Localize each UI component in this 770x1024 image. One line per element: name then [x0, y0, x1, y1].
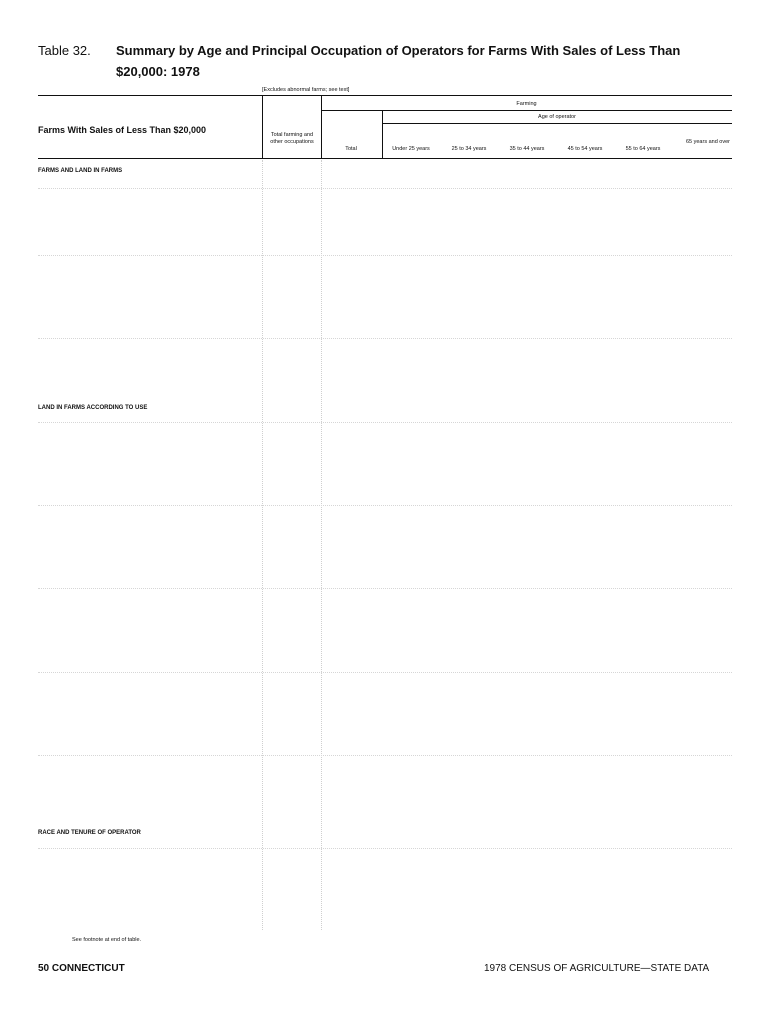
stub-heading: Farms With Sales of Less Than $20,000	[38, 125, 206, 135]
col-total-occupations: Total farming and other occupations	[270, 132, 314, 145]
section-farms-and-land: FARMS AND LAND IN FARMS	[38, 168, 123, 174]
group-heading: Farming	[516, 101, 537, 107]
section-land-use: LAND IN FARMS ACCORDING TO USE	[38, 405, 148, 411]
footnote: See footnote at end of table.	[72, 937, 142, 943]
subgroup-heading: Age of operator	[538, 114, 576, 120]
section-race-tenure: RACE AND TENURE OF OPERATOR	[38, 830, 141, 836]
table-number: Table 32.	[38, 43, 91, 58]
table-subnote: [Excludes abnormal farms; see text]	[262, 87, 350, 93]
col-total: Total	[345, 146, 357, 152]
col-55-64: 55 to 64 years	[625, 146, 661, 152]
table-title	[38, 40, 738, 82]
col-45-54: 45 to 54 years	[567, 146, 603, 152]
title-line-1: Summary by Age and Principal Occupation of Operators for Farms With Sales of Less Than	[116, 43, 681, 58]
col-65-over: 65 years and over	[685, 139, 730, 145]
table-body	[38, 160, 732, 930]
page-footer-left: 50 CONNECTICUT	[38, 963, 125, 974]
col-under-25: Under 25 years	[392, 146, 430, 152]
page-footer-right: 1978 CENSUS OF AGRICULTURE—STATE DATA	[484, 963, 710, 974]
title-line-2: $20,000: 1978	[116, 64, 200, 79]
column-header	[38, 95, 732, 159]
col-25-34: 25 to 34 years	[451, 146, 487, 152]
col-35-44: 35 to 44 years	[509, 146, 545, 152]
